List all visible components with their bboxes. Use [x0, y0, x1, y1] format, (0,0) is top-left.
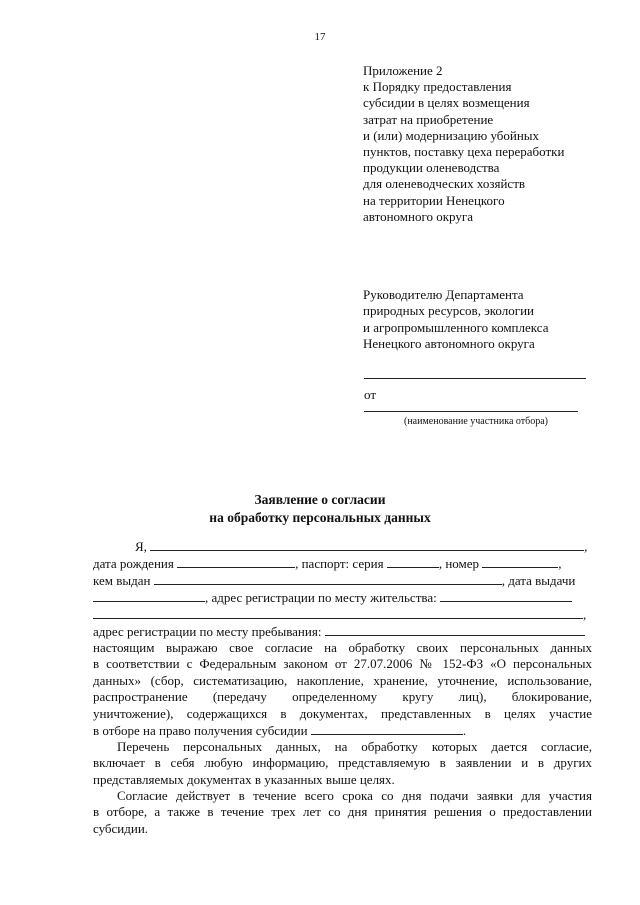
appendix-line: и (или) модернизацию убойных: [363, 127, 540, 143]
appendix-line: на территории Ненецкого: [363, 192, 505, 208]
consent-line-last: [93, 722, 592, 739]
full-name-field[interactable]: [150, 538, 584, 551]
sender-blank-line-1[interactable]: [364, 378, 586, 379]
validity-paragraph: [93, 788, 592, 837]
form-line-dob: [93, 555, 562, 572]
form-line-stay: [93, 623, 585, 640]
reg-stay-field[interactable]: [325, 623, 585, 636]
reg-residence-field[interactable]: [440, 589, 572, 602]
form-line-residence: [93, 589, 572, 606]
comma: ,: [584, 539, 588, 554]
validity-line: в отборе, а также в течение трех лет со дня принятия решения о предоставлении: [93, 804, 592, 820]
reg-residence-field-cont[interactable]: [93, 606, 583, 619]
issued-by-label: кем выдан: [93, 573, 151, 588]
appendix-line: для оленеводческих хозяйств: [363, 176, 526, 192]
comma: ,: [558, 556, 562, 571]
appendix-line: затрат на приобретение: [363, 111, 494, 127]
participant-caption: (наименование участника отбора): [404, 416, 548, 427]
appendix-line: продукции оленеводства: [363, 160, 500, 176]
recipient-block: [363, 287, 623, 353]
list-paragraph: [93, 739, 592, 788]
page-number: 17: [314, 31, 326, 43]
passport-series-field[interactable]: [387, 555, 439, 568]
form-line-name: [135, 538, 587, 555]
subsidy-name-field[interactable]: [311, 722, 463, 735]
form-line-issued: [93, 572, 575, 589]
document-subtitle: на обработку персональных данных: [209, 510, 431, 525]
from-label: от: [364, 387, 377, 402]
validity-line-last: субсидии.: [93, 820, 149, 836]
reg-residence-label: , адрес регистрации по месту жительства:: [205, 590, 437, 605]
appendix-line: автономного округа: [363, 208, 473, 224]
document-title: Заявление о согласии: [254, 492, 386, 507]
form-line-residence-cont: [93, 606, 586, 623]
reg-stay-label: адрес регистрации по месту пребывания:: [93, 624, 322, 639]
consent-line: распространение (передачу определенному кругу лиц), блокирование,: [93, 689, 592, 705]
list-line: включает в себя любую информацию, представляемую в заявлении и в других: [93, 755, 592, 771]
recipient-line: Руководителю Департамента: [363, 287, 524, 302]
consent-paragraph: [93, 640, 592, 739]
issued-by-field[interactable]: [154, 572, 502, 585]
appendix-block: [363, 63, 623, 225]
appendix-line: Приложение 2: [363, 63, 443, 78]
passport-number-label: , номер: [438, 556, 480, 571]
dob-label: дата рождения: [93, 556, 174, 571]
issue-date-field[interactable]: [93, 589, 205, 602]
consent-line: в соответствии с Федеральным законом от 27.07.2006 № 152-ФЗ «О персональных: [93, 656, 592, 672]
consent-line: данных» (сбор, систематизацию, накопление, хранение, уточнение, использование,: [93, 672, 592, 688]
validity-line: Согласие действует в течение всего срока со дня подачи заявки для участия: [117, 788, 592, 803]
sender-blank-line-2[interactable]: [364, 411, 578, 412]
dob-field[interactable]: [177, 555, 295, 568]
appendix-line: к Порядку предоставления: [363, 79, 512, 95]
passport-series-label: , паспорт: серия: [295, 556, 384, 571]
comma: ,: [583, 607, 587, 622]
passport-number-field[interactable]: [482, 555, 558, 568]
ya-label: Я,: [135, 539, 147, 554]
recipient-line: Ненецкого автономного округа: [363, 336, 535, 352]
consent-line: настоящим выражаю свое согласие на обработку своих персональных данных: [93, 640, 592, 655]
recipient-line: природных ресурсов, экологии: [363, 303, 534, 319]
recipient-line: и агропромышленного комплекса: [363, 319, 549, 335]
consent-end: .: [462, 723, 467, 739]
list-line-last: представляемых документах в указанных выше целях.: [93, 771, 395, 787]
list-line: Перечень персональных данных, на обработку которых дается согласие,: [117, 739, 592, 754]
appendix-line: субсидии в целях возмещения: [363, 95, 530, 111]
consent-line: уничтожение), содержащихся в документах, представленных в целях участие: [93, 705, 592, 721]
issue-date-label: , дата выдачи: [501, 573, 576, 588]
appendix-line: пунктов, поставку цеха переработки: [363, 144, 565, 160]
consent-last-text: в отборе на право получения субсидии: [93, 723, 308, 739]
